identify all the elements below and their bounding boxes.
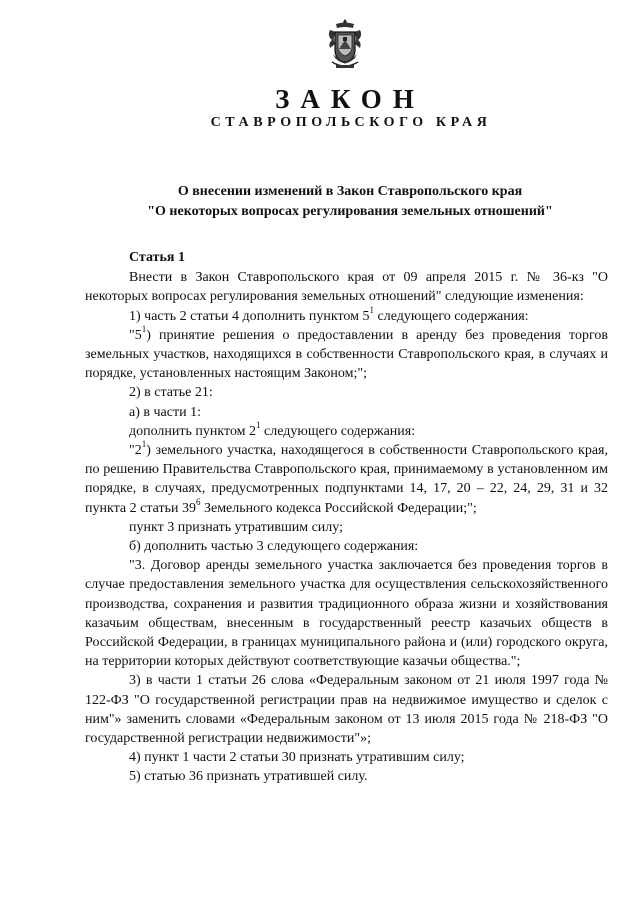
paragraph-9: "3. Договор аренды земельного участка заключается без проведения торгов в случае предоставления земельного участка для осуществления сельскохозяйственного производства, сохранения и развития традиционного образа жизни и хозяйствования казачьим обществам, внесенным в государственный реестр казачьих обществ в Российской Федерации, в границах муниципального района и (или) городского округа, на территории которых действуют соответствующие казачьи общества.";: [85, 558, 608, 670]
paragraph-6-text-a: ) земельного участка, находящегося в собственности Ставропольского края, по решению Правительства Ставропольского края, принимаемому в установленном им порядке, в случаях, предусмотренных подпунктами 14, 17, 20 – 22, 24, 29, 31 и 32 пункта 2 статьи 39: [85, 443, 608, 516]
paragraph-6-text-b: Земельного кодекса Российской Федерации;";: [200, 500, 477, 516]
document-title: ЗАКОН: [275, 84, 425, 114]
paragraph-4: а) в части 1:: [129, 404, 201, 420]
paragraph-2: [85, 326, 608, 384]
paragraph-1-sup: 1: [369, 304, 375, 315]
paragraph-2-sup: 1: [141, 324, 147, 335]
document-subtitle: СТАВРОПОЛЬСКОГО КРАЯ: [210, 115, 492, 130]
paragraph-2-text: ) принятие решения о предоставлении в аренду без проведения торгов земельных участков, находящихся в собственности Ставропольского края, в случаях и порядке, установленных настоящим Законом;";: [85, 327, 608, 382]
paragraph-1-tail: следующего содержания:: [374, 308, 529, 324]
paragraph-8: б) дополнить частью 3 следующего содержания:: [129, 539, 419, 555]
paragraph-1-text: 1) часть 2 статьи 4 дополнить пунктом 5: [129, 308, 370, 324]
paragraph-3: 2) в статье 21:: [129, 385, 213, 401]
paragraph-1: [85, 304, 608, 326]
paragraph-2-open: "5: [129, 327, 142, 343]
paragraph-5: [85, 422, 608, 441]
paragraph-6-sup: 1: [141, 439, 147, 450]
law-heading-line-2: "О некоторых вопросах регулирования земельных отношений": [147, 204, 553, 219]
law-body: [85, 248, 608, 787]
intro-paragraph: Внести в Закон Ставропольского края от 09 апреля 2015 г. № 36-кз "О некоторых вопросах регулирования земельных отношений" следующие изменения:: [85, 270, 608, 305]
paragraph-10: 3) в части 1 статьи 26 слова «Федеральным законом от 21 июля 1997 года № 122-ФЗ "О государственной регистрации прав на недвижимое имущество и сделок с ним"» заменить словами «Федеральным законом от 13 июля 2015 года № 218-ФЗ "О государственной регистрации недвижимости"»;: [85, 673, 608, 747]
paragraph-11: 4) пункт 1 части 2 статьи 30 признать утратившим силу;: [129, 750, 465, 766]
paragraph-12: 5) статью 36 признать утратившей силу.: [129, 769, 368, 785]
paragraph-6-sup-2: 6: [195, 496, 201, 507]
paragraph-5-sup: 1: [256, 420, 261, 431]
law-heading-line-1: О внесении изменений в Закон Ставропольского края: [177, 184, 523, 199]
paragraph-7: пункт 3 признать утратившим силу;: [129, 519, 343, 535]
law-heading: [0, 182, 640, 222]
article-label: Статья 1: [129, 250, 185, 265]
paragraph-5-text: дополнить пунктом 2: [129, 423, 257, 439]
coat-of-arms-emblem-icon: [326, 18, 364, 70]
paragraph-6-open: "2: [129, 443, 142, 459]
paragraph-6: [85, 441, 608, 518]
paragraph-5-tail: следующего содержания:: [260, 423, 416, 439]
